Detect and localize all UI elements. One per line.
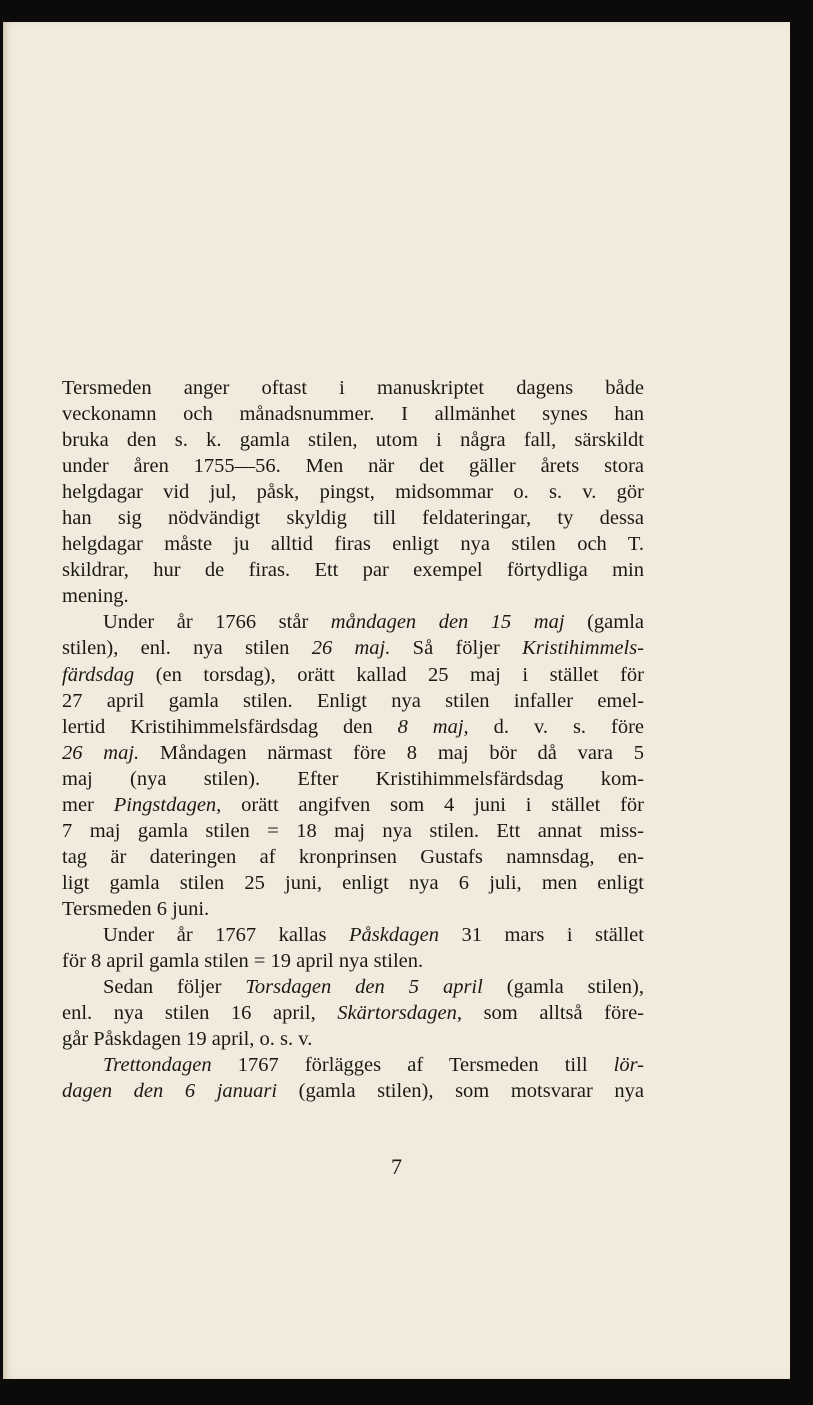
text-segment: 7 maj gamla stilen = 18 maj nya stilen. Ett annat miss- bbox=[62, 819, 644, 842]
text-line bbox=[62, 688, 644, 714]
text-line bbox=[62, 922, 644, 948]
italic-text: Kristihimmels- bbox=[522, 637, 645, 660]
text-line bbox=[62, 401, 644, 427]
italic-text: lör- bbox=[613, 1054, 644, 1077]
italic-text: 26 maj. bbox=[311, 637, 391, 660]
text-segment: helgdagar måste ju alltid firas enligt nya stilen och T. bbox=[62, 533, 644, 556]
text-segment: mening. bbox=[62, 585, 129, 608]
italic-text: dagen den 6 januari bbox=[62, 1080, 278, 1103]
text-line bbox=[62, 557, 644, 583]
text-line bbox=[62, 818, 644, 844]
text-line bbox=[62, 870, 644, 896]
text-line bbox=[62, 740, 644, 766]
text-segment: Måndagen närmast före 8 maj bör då vara 5 bbox=[139, 741, 644, 764]
text-segment: orätt angifven som 4 juni i stället för bbox=[221, 793, 644, 816]
text-line bbox=[62, 1052, 644, 1078]
text-segment: stilen), enl. nya stilen bbox=[62, 637, 312, 660]
text-line bbox=[62, 1000, 644, 1026]
text-line bbox=[62, 531, 644, 557]
text-segment: som alltså före- bbox=[462, 1002, 645, 1025]
italic-text: måndagen den 15 maj bbox=[330, 611, 565, 634]
text-segment: tag är dateringen af kronprinsen Gustafs namnsdag, en- bbox=[62, 845, 644, 868]
text-segment: ligt gamla stilen 25 juni, enligt nya 6 juli, men enligt bbox=[62, 871, 644, 894]
italic-text: Trettondagen bbox=[103, 1054, 212, 1077]
text-line bbox=[62, 662, 644, 688]
text-segment: veckonamn och månadsnummer. I allmänhet synes han bbox=[62, 403, 644, 426]
body-text bbox=[62, 375, 644, 1104]
italic-text: 26 maj. bbox=[62, 741, 140, 764]
text-line bbox=[62, 609, 644, 635]
italic-text: Torsdagen den 5 april bbox=[245, 976, 483, 999]
text-line bbox=[62, 896, 644, 922]
text-segment: Så följer bbox=[390, 637, 523, 660]
text-segment: 1767 förlägges af Tersmeden till bbox=[211, 1054, 614, 1077]
text-segment: lertid Kristihimmelsfärdsdag den bbox=[62, 715, 398, 738]
text-line bbox=[62, 375, 644, 401]
italic-text: Pingstdagen, bbox=[113, 793, 222, 816]
text-segment: skildrar, hur de firas. Ett par exempel förtydliga min bbox=[62, 559, 644, 582]
text-line bbox=[62, 1026, 644, 1052]
text-segment: Under år 1767 kallas bbox=[103, 923, 349, 946]
text-line bbox=[62, 714, 644, 740]
text-line bbox=[62, 583, 644, 609]
text-line bbox=[62, 792, 644, 818]
text-segment: Tersmeden 6 juni. bbox=[62, 897, 210, 920]
text-segment: (gamla stilen), bbox=[482, 976, 644, 999]
text-segment: helgdagar vid jul, påsk, pingst, midsommar o. s. v. gör bbox=[62, 481, 644, 504]
text-segment: (en torsdag), orätt kallad 25 maj i stället för bbox=[134, 663, 644, 686]
text-segment: (gamla stilen), som motsvarar nya bbox=[277, 1080, 644, 1103]
text-segment: under åren 1755—56. Men när det gäller årets stora bbox=[62, 455, 644, 478]
text-line bbox=[62, 635, 644, 661]
text-segment: går Påskdagen 19 april, o. s. v. bbox=[62, 1028, 313, 1051]
text-line bbox=[62, 453, 644, 479]
text-segment: bruka den s. k. gamla stilen, utom i några fall, särskildt bbox=[62, 429, 644, 452]
text-line bbox=[62, 479, 644, 505]
text-segment: han sig nödvändigt skyldig till feldateringar, ty dessa bbox=[62, 507, 644, 530]
text-segment: maj (nya stilen). Efter Kristihimmelsfärdsdag kom- bbox=[62, 767, 644, 790]
italic-text: Skärtorsdagen, bbox=[337, 1002, 462, 1025]
text-segment: mer bbox=[62, 793, 114, 816]
text-line bbox=[62, 505, 644, 531]
text-segment: för 8 april gamla stilen = 19 april nya stilen. bbox=[62, 950, 424, 973]
page-number: 7 bbox=[391, 1154, 402, 1179]
text-segment: 31 mars i stället bbox=[438, 923, 644, 946]
italic-text: 8 maj, bbox=[397, 715, 469, 738]
text-segment: Tersmeden anger oftast i manuskriptet dagens både bbox=[62, 377, 644, 399]
text-segment: d. v. s. före bbox=[468, 715, 644, 738]
text-segment: 27 april gamla stilen. Enligt nya stilen infaller emel- bbox=[62, 689, 644, 712]
text-segment: (gamla bbox=[564, 611, 644, 634]
text-line bbox=[62, 844, 644, 870]
text-line bbox=[62, 1078, 644, 1104]
italic-text: Påskdagen bbox=[349, 923, 439, 946]
text-line bbox=[62, 427, 644, 453]
text-segment: enl. nya stilen 16 april, bbox=[62, 1002, 338, 1025]
text-segment: Sedan följer bbox=[103, 976, 246, 999]
text-line bbox=[62, 948, 644, 974]
text-segment: Under år 1766 står bbox=[103, 611, 331, 634]
book-page bbox=[3, 22, 790, 1379]
text-line bbox=[62, 766, 644, 792]
italic-text: färdsdag bbox=[62, 663, 135, 686]
text-line bbox=[62, 974, 644, 1000]
